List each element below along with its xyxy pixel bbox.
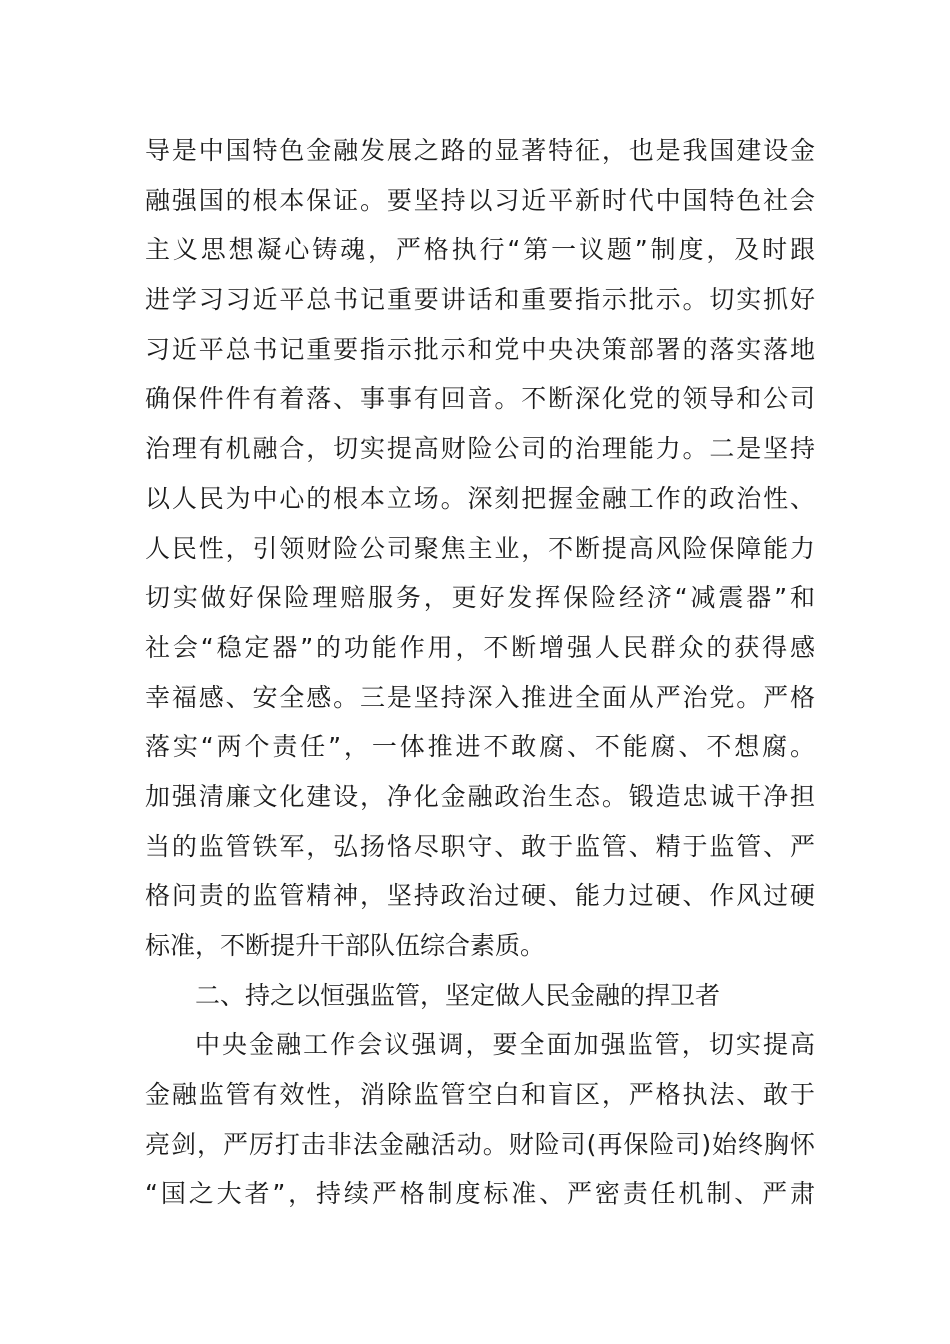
text-line: 人民性，引领财险公司聚焦主业，不断提高风险保障能力 bbox=[145, 533, 815, 563]
section-heading: 二、持之以恒强监管，坚定做人民金融的捍卫者 bbox=[195, 980, 721, 1010]
text-line: 幸福感、安全感。三是坚持深入推进全面从严治党。严格 bbox=[145, 682, 815, 712]
text-line: 社会“稳定器”的功能作用，不断增强人民群众的获得感 bbox=[145, 632, 815, 662]
text-line: 当的监管铁军，弘扬恪尽职守、敢于监管、精于监管、严 bbox=[145, 831, 815, 861]
text-line: 亮剑，严厉打击非法金融活动。财险司(再保险司)始终胸怀 bbox=[145, 1129, 815, 1159]
text-line: 进学习习近平总书记重要讲话和重要指示批示。切实抓好 bbox=[145, 285, 815, 315]
text-line: 融强国的根本保证。要坚持以习近平新时代中国特色社会 bbox=[145, 185, 815, 215]
text-line: 切实做好保险理赔服务，更好发挥保险经济“减震器”和 bbox=[145, 583, 815, 613]
text-line: 导是中国特色金融发展之路的显著特征，也是我国建设金 bbox=[145, 136, 815, 165]
text-line: 治理有机融合，切实提高财险公司的治理能力。二是坚持 bbox=[145, 434, 815, 464]
text-line: 习近平总书记重要指示批示和党中央决策部署的落实落地 bbox=[145, 334, 815, 364]
text-line: 金融监管有效性，消除监管空白和盲区，严格执法、敢于 bbox=[145, 1080, 815, 1110]
text-line: “国之大者”，持续严格制度标准、严密责任机制、严肃 bbox=[145, 1179, 815, 1209]
text-line: 主义思想凝心铸魂，严格执行“第一议题”制度，及时跟 bbox=[145, 235, 815, 265]
text-line: 格问责的监管精神，坚持政治过硬、能力过硬、作风过硬 bbox=[145, 881, 815, 911]
text-line: 加强清廉文化建设，净化金融政治生态。锻造忠诚干净担 bbox=[145, 781, 815, 811]
text-line: 落实“两个责任”，一体推进不敢腐、不能腐、不想腐。 bbox=[145, 732, 815, 762]
paragraph-first-line: 中央金融工作会议强调，要全面加强监管，切实提高 bbox=[195, 1030, 815, 1060]
paragraph-last-line: 标准，不断提升干部队伍综合素质。 bbox=[145, 931, 546, 960]
text-line: 确保件件有着落、事事有回音。不断深化党的领导和公司 bbox=[145, 384, 815, 414]
body-text bbox=[145, 126, 815, 1219]
text-line: 以人民为中心的根本立场。深刻把握金融工作的政治性、 bbox=[145, 483, 815, 513]
